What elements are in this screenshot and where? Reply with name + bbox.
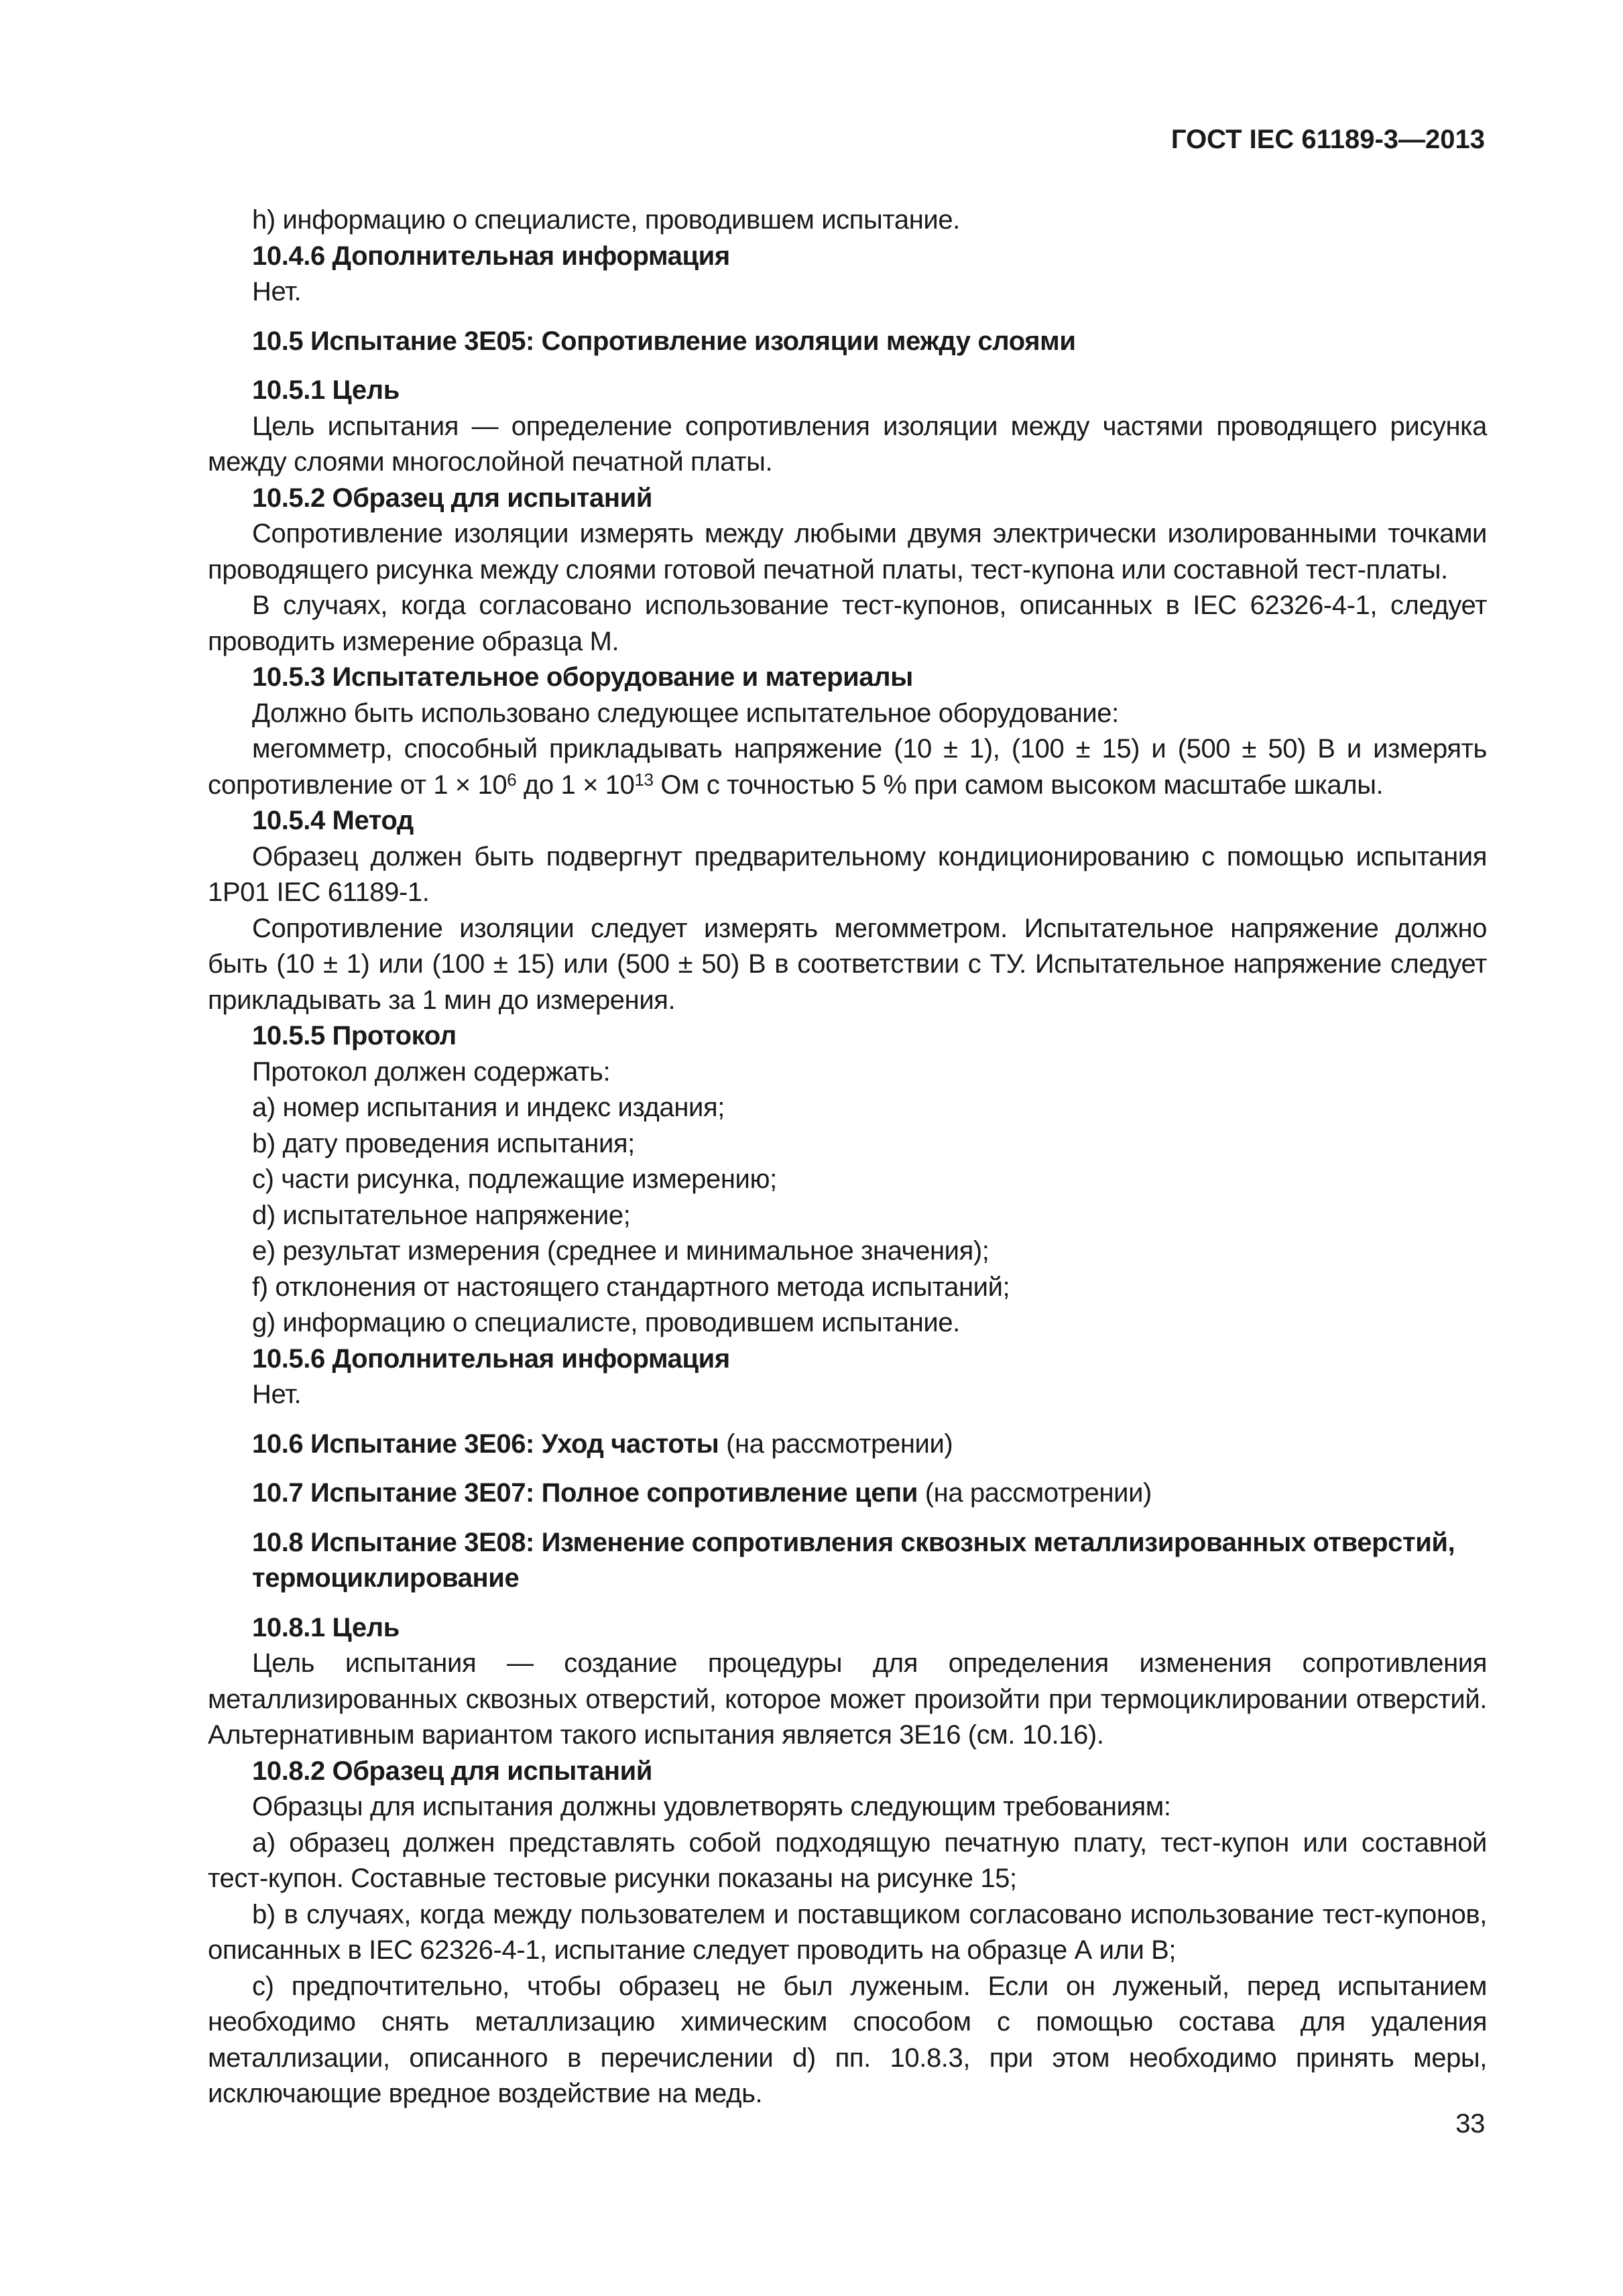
list-item: a) образец должен представлять собой подходящую печатную плату, тест-купон или составной тест-купон. Составные тестовые рисунки показаны на рисунке 15; <box>208 1827 1487 1893</box>
list-item: c) части рисунка, подлежащие измерению; <box>252 1164 777 1194</box>
paragraph: Образцы для испытания должны удовлетворять следующим требованиям: <box>252 1792 1171 1821</box>
section-heading-10-7: 10.7 Испытание 3E07: Полное сопротивление цепи (на рассмотрении) <box>252 1478 1152 1508</box>
list-item: d) испытательное напряжение; <box>252 1200 631 1230</box>
exponent: 6 <box>507 769 517 790</box>
heading-10-5-4: 10.5.4 Метод <box>252 806 414 835</box>
heading-10-4-6: 10.4.6 Дополнительная информация <box>252 241 730 271</box>
page-number: 33 <box>1455 2109 1485 2138</box>
heading-10-8-1: 10.8.1 Цель <box>252 1612 400 1642</box>
standard-header: ГОСТ IEC 61189-3—2013 <box>1170 125 1485 154</box>
page-body <box>208 202 1487 2112</box>
heading-10-5-1: 10.5.1 Цель <box>252 375 400 405</box>
paragraph: Образец должен быть подвергнут предварительному кондиционированию с помощью испытания 1Р01 IEC 61189-1. <box>208 841 1487 907</box>
paragraph: Сопротивление изоляции измерять между любыми двумя электрически изолированными точками проводящего рисунка между слоями готовой печатной платы, тест-купона или составной тест-платы. <box>208 519 1487 585</box>
section-heading-10-8: 10.8 Испытание 3E08: Изменение сопротивления сквозных металлизированных отверстий, термоциклирование <box>252 1527 1455 1593</box>
heading-10-5-6: 10.5.6 Дополнительная информация <box>252 1343 730 1374</box>
paragraph-none: Нет. <box>252 1380 302 1409</box>
heading-10-5-2: 10.5.2 Образец для испытаний <box>252 483 653 513</box>
paragraph-none: Нет. <box>252 277 302 306</box>
paragraph: Сопротивление изоляции следует измерять мегомметром. Испытательное напряжение должно быть (10 ± 1) или (100 ± 15) или (500 ± 50) В в соответствии с ТУ. Испытательное напряжение следует прикладывать за 1 мин до измерения. <box>208 913 1487 1015</box>
list-item: e) результат измерения (среднее и минимальное значения); <box>252 1236 989 1266</box>
list-item: b) дату проведения испытания; <box>252 1128 635 1158</box>
heading-10-8-2: 10.8.2 Образец для испытаний <box>252 1756 653 1786</box>
heading-10-5-3: 10.5.3 Испытательное оборудование и материалы <box>252 662 913 692</box>
list-item: a) номер испытания и индекс издания; <box>252 1093 725 1122</box>
list-item: g) информацию о специалисте, проводившем испытание. <box>252 1308 960 1337</box>
heading-10-5-5: 10.5.5 Протокол <box>252 1021 457 1050</box>
paragraph: В случаях, когда согласовано использование тест-купонов, описанных в IEC 62326-4-1, следует проводить измерение образца М. <box>208 591 1487 656</box>
section-heading-10-5: 10.5 Испытание 3E05: Сопротивление изоляции между слоями <box>252 326 1076 356</box>
section-heading-10-6: 10.6 Испытание 3E06: Уход частоты (на рассмотрении) <box>252 1429 953 1459</box>
paragraph: Должно быть использовано следующее испытательное оборудование: <box>252 698 1119 728</box>
paragraph: Цель испытания — определение сопротивления изоляции между частями проводящего рисунка между слоями многослойной печатной платы. <box>208 411 1487 477</box>
paragraph-megohmmeter: мегомметр, способный прикладывать напряжение (10 ± 1), (100 ± 15) и (500 ± 50) В и измерять сопротивление от $1 \times 10^6$ до $1 \times 10^{13}$ Ом с точностью 5 % при самом высоком масштабе шкалы. <box>208 734 1487 800</box>
list-item: b) в случаях, когда между пользователем и поставщиком согласовано использование тест-купонов, описанных в IEC 62326-4-1, испытание следует проводить на образце А или В; <box>208 1899 1487 1965</box>
list-item: f) отклонения от настоящего стандартного метода испытаний; <box>252 1272 1010 1302</box>
paragraph: Цель испытания — создание процедуры для определения изменения сопротивления металлизированных сквозных отверстий, которое может произойти при термоциклировании отверстий. Альтернативным вариантом такого испытания является 3Е16 (см. 10.16). <box>208 1648 1487 1750</box>
paragraph: Протокол должен содержать: <box>252 1056 611 1087</box>
list-item-h: h) информацию о специалисте, проводившем испытание. <box>252 205 960 235</box>
list-item: c) предпочтительно, чтобы образец не был луженым. Если он луженый, перед испытанием необходимо снять металлизацию химическим способом с помощью состава для удаления металлизации, описанного в перечислении d) пп. 10.8.3, при этом необходимо принять меры, исключающие вредное воздействие на медь. <box>208 1971 1487 2108</box>
exponent: 13 <box>634 769 654 790</box>
